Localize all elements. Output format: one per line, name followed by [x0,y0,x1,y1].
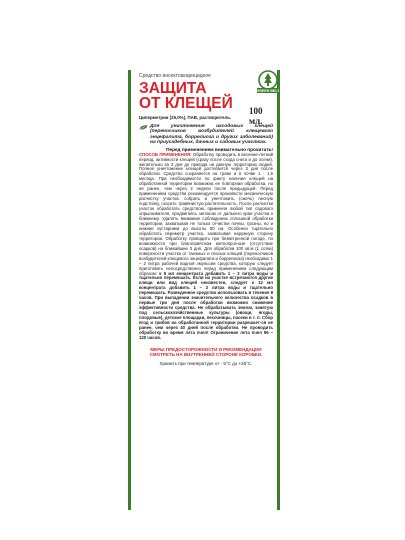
ingredients: Циперметрин (25,0%), ПАВ, растворитель. [139,115,232,120]
svg-text:GREEN BELT: GREEN BELT [257,89,279,93]
product-category: Средство инсектоакарицидное [139,73,211,79]
product-volume: 100 мл. [249,106,263,126]
label-content [139,70,279,366]
storage-temperature: Хранить при температуре от - 5°C до +25°C. [159,360,253,366]
title-line-2: ОТ КЛЕЩЕЙ [139,95,233,112]
label-left-edge [128,70,131,510]
product-label [128,70,280,510]
instructions-text: Обработку проводить в весенне-летний период, активности клещей (сразу после схода снега и до осени), желательно за 3 дня до приезда на данную территорию людей. Полное уничтожение клещей достигается через 3 дня после обработки. Средство сохраняется на траве и в почве 1 - 1,5 месяца. При необходимости по факту наличия клещей на обработанной территории возможна ее повторная обработка, но не ранее, чем через 2 недели после предыдущей. Перед применением средства рекомендуется произвести механическую расчистку участка: собрать и уничтожить (сжечь) лесную подстилку, скосить травянистую растительность. После расчистки участок обработать средством, применяя любой тип садового опрыскивателя, продвигаясь зигзагом от дальнего края участка к ближнему. Удалять внимание соблюдению сплошной обработки территории, захватывая не только отчистки почвы, грозны, но и нижние кустарники до высоты 50 см. Особенно тщательно обработать периметр участка, захватывая наружную сторону территории. Обработку проводить при безветренной погоде, по возможности при благоприятном метеопрогнозе (отсутствие осадков) на ближайшие 3 дня. Для обработки 100 кв.м (1 сотки) поверхности участка от таежных и лесных клещей (переносчиков возбудителей клещевого энцефалита и боррелиоза) необходимо 1 – 2 литра рабочей водной эмульсии средства, которую следует приготовить непосредственно перед применением следующим образом: [139,151,273,276]
read-notice: Перед применением внимательно прочитать! [166,146,273,152]
title-line-1: ЗАЩИТА [139,80,207,97]
instructions-bold-text: к 5 мл концентрата добавить 1 – 2 литра воды и тщательно перемешать. Если на участке встречаются другие клещи или вид клещей неизвестен, следует к 12 мл концентрата добавить 1 – 2 литра воды и тщательно перемешать. Разведенное средство использовать в течение 8 часов. При выпадении значительного количества осадков в первые три дня после обработки возможно снижение эффективности средства. Не обрабатывать землю, занятую под сельскохозяйственные культуры (овощи, ягоды, плодовые), детские площадки, песочницы, пасеки и т. п. Сбор ягод и грибов на обработанной территории разрешает-ся не ранее, чем через 40 дней после обработки. Не проводить обработку во время лета пчел! Ограничение лета пчел 96 – 120 часов. [139,270,273,340]
leaf-icon [139,125,148,130]
instructions [139,153,273,341]
product-title [139,81,239,111]
label-right-edge [277,70,280,510]
green-belt-logo [257,70,279,94]
purpose-text: Для уничтожения иксодовых клещей (переносчиков возбудителей клещевого энцефалита, боррелиоза и других заболеваний) на приусадебных, дачных и садовых участках. [150,124,273,146]
purpose [139,124,273,146]
precautions-warning: МЕРЫ ПРЕДОСТОРОЖНОСТИ И РЕКОМЕНДАЦИИ СМОТРЕТЬ НА ВНУТРЕННЕЙ СТОРОНЕ КОРОБКИ. [149,346,263,358]
instructions-heading: СПОСОБ ПРИМЕНЕНИЯ: [139,151,192,157]
